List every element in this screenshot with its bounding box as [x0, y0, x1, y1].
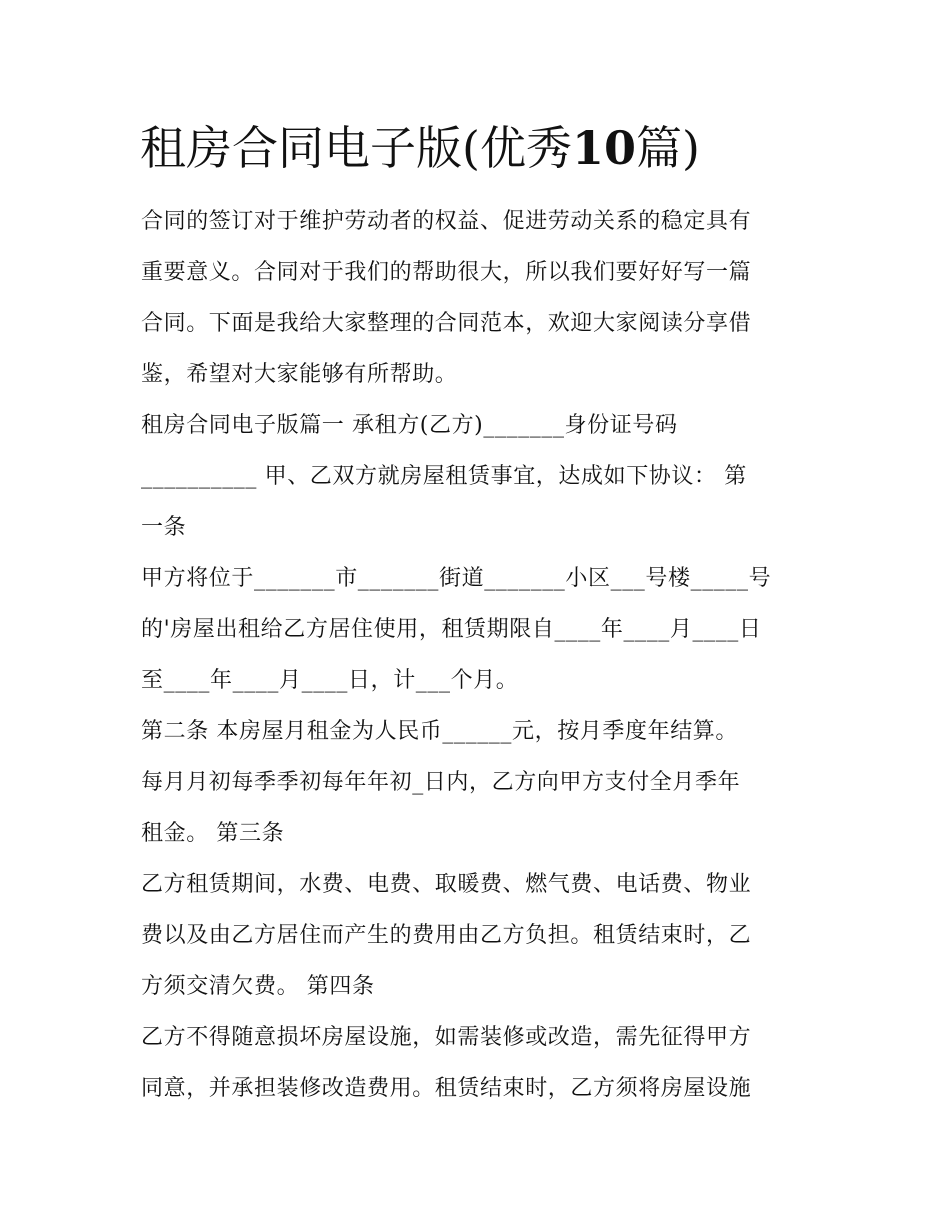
- text-line: 至____年____月____日，计___个月。: [141, 668, 519, 693]
- text-line: 合同的签订对于维护劳动者的权益、促进劳动关系的稳定具有: [141, 209, 752, 234]
- text-line: 鉴，希望对大家能够有所帮助。: [141, 362, 458, 387]
- text-line: 重要意义。合同对于我们的帮助很大，所以我们要好好写一篇: [141, 260, 752, 285]
- text-line: 同意，并承担装修改造费用。租赁结束时，乙方须将房屋设施: [141, 1076, 752, 1101]
- text-line: 的'房屋出租给乙方居住使用，租赁期限自____年____月____日: [141, 617, 762, 642]
- text-line: 费以及由乙方居住而产生的费用由乙方负担。租赁结束时，乙: [141, 923, 752, 948]
- document-title: [140, 118, 700, 178]
- text-line: 甲方将位于_______市_______街道_______小区___号楼_____号: [141, 566, 772, 591]
- text-line: 合同。下面是我给大家整理的合同范本，欢迎大家阅读分享借: [141, 311, 752, 336]
- text-line: __________ 甲、乙双方就房屋租赁事宜，达成如下协议： 第: [141, 464, 747, 489]
- title-text-start: 租房合同电子版(优秀: [140, 121, 572, 175]
- text-line: 乙方不得随意损坏房屋设施，如需装修或改造，需先征得甲方: [141, 1025, 752, 1050]
- title-number: 10: [571, 121, 636, 175]
- text-line: 一条: [141, 515, 187, 540]
- text-line: 方须交清欠费。 第四条: [141, 974, 375, 999]
- text-line: 租金。 第三条: [141, 821, 285, 846]
- text-line: 乙方租赁期间，水费、电费、取暖费、燃气费、电话费、物业: [141, 872, 752, 897]
- text-line: 第二条 本房屋月租金为人民币______元，按月季度年结算。: [141, 719, 738, 744]
- text-line: 租房合同电子版篇一 承租方(乙方)_______身份证号码: [141, 413, 678, 438]
- text-line: 每月月初每季季初每年年初_日内，乙方向甲方支付全月季年: [141, 770, 741, 795]
- title-text-end: 篇): [635, 121, 700, 175]
